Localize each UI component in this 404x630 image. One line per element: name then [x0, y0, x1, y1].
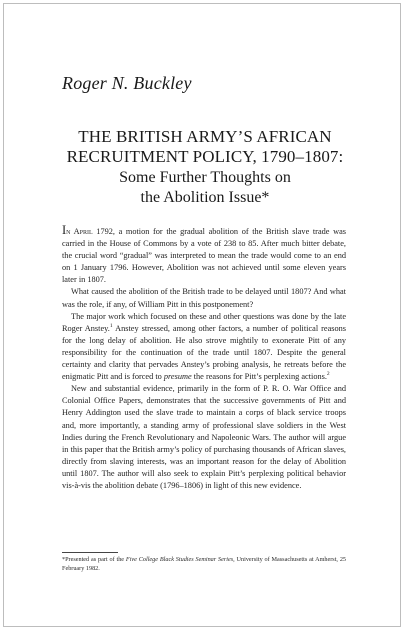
article-title-line-2: RECRUITMENT POLICY, 1790–1807: — [66, 147, 344, 166]
paragraph-3 — [62, 311, 346, 384]
article-body — [62, 223, 347, 492]
footnote — [62, 556, 346, 573]
drop-cap: I — [62, 223, 67, 237]
paragraph-4-text: New and substantial evidence, primarily in the form of P. R. O. War Office and Colonial Office Papers, demonstrates that the successive governments of Pitt and Henry Addington used the slave trade to maintain a corps of black service troops and, more importantly, a standing army of professional slave soldiers in the West Indies during the French Revolutionary and Napoleonic Wars. The author will argue in this paper that the British army’s policy of purchasing thousands of African slaves, directly from slaving interests, was an important reason for the delay of Abolition until 1807. The author will also seek to explain Pitt’s perplexing political behavior vis-à-vis the abolition debate (1796–1806) in light of this new evidence. — [62, 384, 346, 490]
article-subtitle-line-2: the Abolition Issue* — [140, 189, 270, 206]
footnote-text-a: *Presented as part of the — [62, 556, 126, 563]
footnote-text-b: , University of Massachusetts at Amherst, 25 February 1982. — [62, 556, 347, 572]
article-subtitle-line-1: Some Further Thoughts on — [119, 169, 291, 186]
paragraph-4 — [62, 383, 346, 492]
article-page — [4, 4, 400, 626]
footnote-ref-1: 1 — [109, 322, 113, 329]
paragraph-1 — [62, 223, 346, 286]
footnote-rule — [62, 552, 118, 553]
paragraph-3-text-c: the reasons for Pitt’s perplexing actions. — [191, 372, 327, 382]
paragraph-1-text: 1792, a motion for the gradual abolition of the British slave trade was carried in the House of Commons by a vote of 238 to 85. After much bitter debate, the crucial word “gradual” was interpreted to mean the trade would come to an end on 1 January 1796. However, Abolition was not achieved until some eleven years later in 1807. — [62, 227, 346, 285]
footnote-italic: Five College Black Studies Seminar Series — [125, 556, 234, 563]
page-frame — [3, 3, 401, 627]
opening-small-caps: n April — [66, 227, 93, 236]
footnote-ref-2: 2 — [326, 371, 330, 378]
paragraph-3-italic: presume — [163, 372, 192, 382]
paragraph-3-text-a: The major work which focused on these and other questions was done by the late Roger Anstey. — [62, 311, 346, 333]
paragraph-2 — [62, 286, 346, 310]
paragraph-3-text-b: Anstey stressed, among other factors, a number of political reasons for the long delay of abolition. He also strove mightily to exonerate Pitt of any responsibility for the continuation of the trade until 1807. Despite the general certainty and clarity that pervades Anstey’s probing analysis, he retreats before the enigmatic Pitt and is forced to — [62, 323, 347, 382]
author-name: Roger N. Buckley — [62, 73, 192, 93]
article-title-line-1: THE BRITISH ARMY’S AFRICAN — [78, 127, 332, 146]
paragraph-2-text: What caused the abolition of the British trade to be delayed until 1807? And what was the role, if any, of William Pitt in this postponement? — [62, 287, 346, 309]
